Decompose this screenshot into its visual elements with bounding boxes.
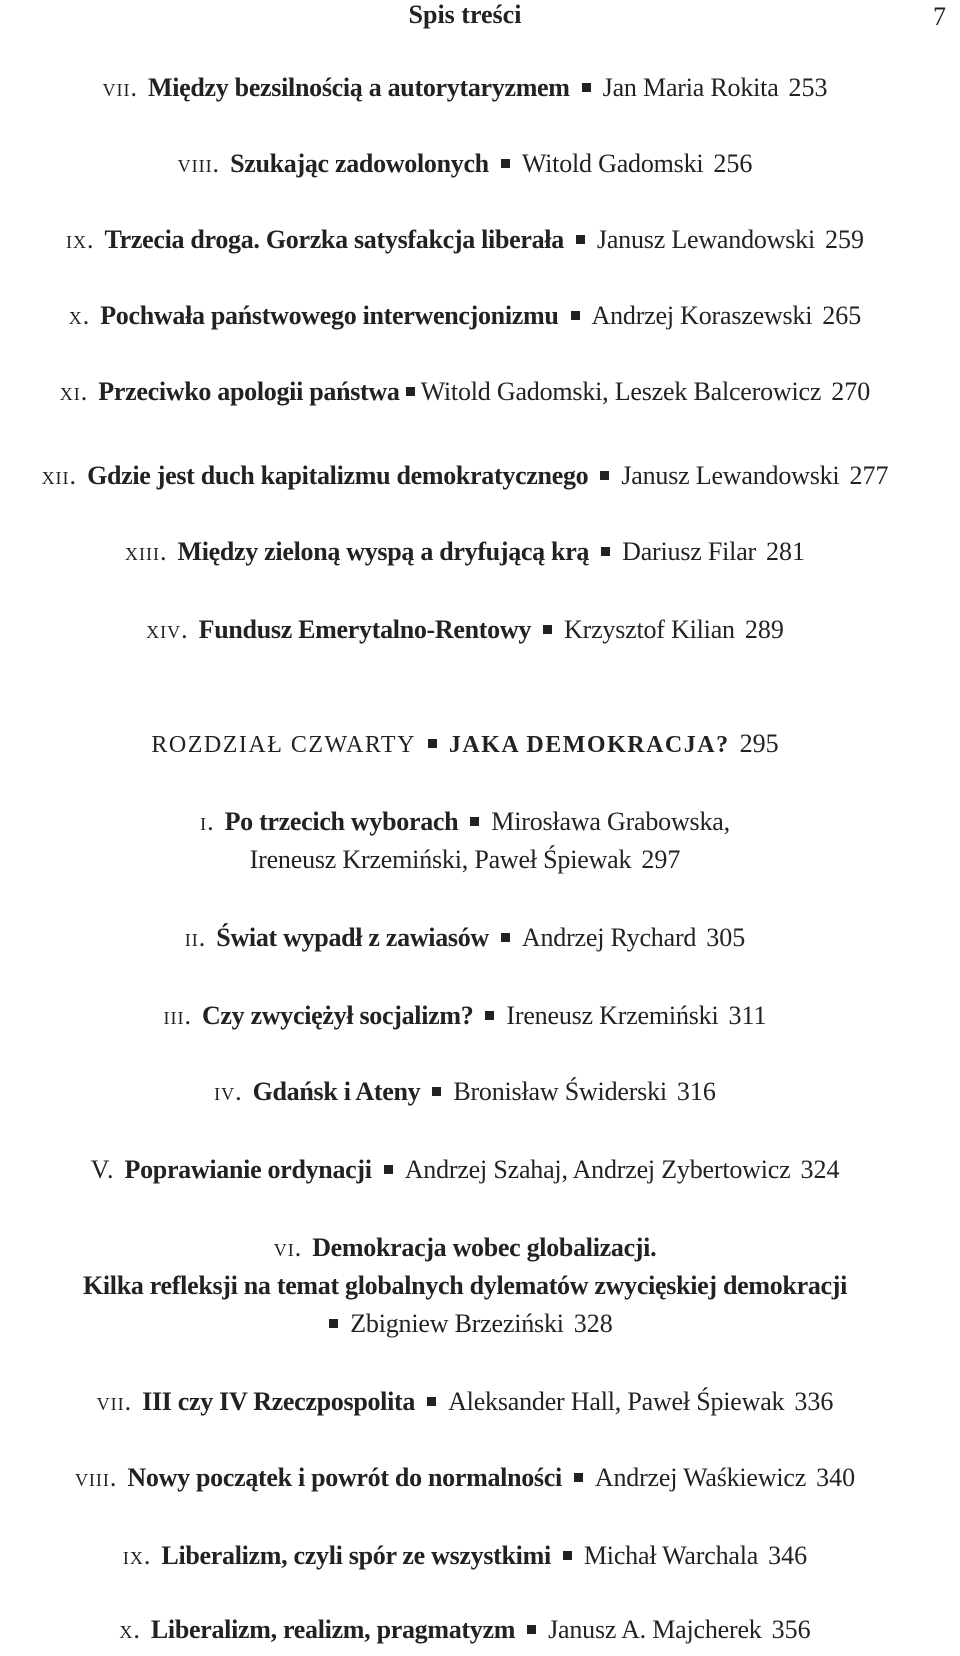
entry-number: iii. (163, 1001, 192, 1030)
bullet-square-icon (571, 311, 580, 320)
entry-number: iv. (214, 1077, 243, 1106)
toc-entry (0, 920, 930, 956)
entry-author: Ireneusz Krzemiński, Paweł Śpiewak (249, 845, 632, 874)
entry-number: x. (68, 301, 91, 330)
entry-page: 277 (849, 461, 889, 490)
toc-entry (0, 1384, 930, 1420)
entry-title: Liberalizm, czyli spór ze wszystkimi (161, 1541, 551, 1570)
bullet-square-icon (470, 817, 479, 826)
entry-page: 297 (641, 845, 681, 874)
bullet-square-icon (582, 83, 591, 92)
toc-entry (0, 1612, 930, 1648)
bullet-square-icon (527, 1625, 536, 1634)
entry-author: Aleksander Hall, Paweł Śpiewak (448, 1387, 785, 1416)
entry-page: 311 (728, 1001, 767, 1030)
entry-page: 346 (768, 1541, 808, 1570)
entry-author: Witold Gadomski (521, 149, 704, 178)
entry-author: Witold Gadomski, Leszek Balcerowicz (420, 377, 822, 406)
toc-entry (0, 534, 930, 570)
entry-author: Andrzej Koraszewski (591, 301, 813, 330)
entry-page: 256 (713, 149, 753, 178)
entry-author: Janusz Lewandowski (596, 225, 815, 254)
entry-page: 324 (800, 1155, 840, 1184)
entry-number: xii. (41, 461, 78, 490)
toc-entry (0, 70, 930, 106)
toc-entry-continuation (0, 842, 930, 878)
entry-page: 289 (744, 615, 784, 644)
entry-number: ix. (122, 1541, 152, 1570)
entry-author: Dariusz Filar (622, 537, 757, 566)
chapter-heading (0, 726, 930, 763)
toc-entry (0, 146, 930, 182)
entry-author: Jan Maria Rokita (602, 73, 779, 102)
page-number: 7 (933, 2, 946, 31)
toc-entry-continuation (0, 1306, 930, 1342)
entry-number: i. (200, 807, 215, 836)
bullet-square-icon (600, 471, 609, 480)
entry-title: Gdańsk i Ateny (252, 1077, 421, 1106)
entry-number: xiii. (124, 537, 168, 566)
page-title: Spis treści (408, 0, 522, 29)
entry-page: 336 (794, 1387, 834, 1416)
entry-author: Andrzej Waśkiewicz (594, 1463, 807, 1492)
bullet-square-icon (576, 235, 585, 244)
entry-page: 316 (676, 1077, 716, 1106)
entry-author: Mirosława Grabowska, (491, 807, 730, 836)
entry-page: 265 (822, 301, 862, 330)
entry-page: 270 (831, 377, 871, 406)
entry-page: 253 (788, 73, 828, 102)
entry-number: vii. (96, 1387, 133, 1416)
toc-entry (0, 298, 930, 334)
entry-title: Nowy początek i powrót do normalności (127, 1463, 562, 1492)
entry-number: vii. (102, 73, 138, 102)
toc-entry (0, 998, 930, 1034)
entry-page: 305 (706, 923, 746, 952)
toc-entry (0, 804, 930, 840)
entry-page: 259 (825, 225, 864, 254)
entry-number: xiv. (146, 615, 189, 644)
entry-number: xi. (59, 377, 89, 406)
entry-author: Zbigniew Brzeziński (350, 1309, 564, 1338)
entry-title: Kilka refleksji na temat globalnych dylematów zwycięskiej demokracji (82, 1271, 848, 1300)
entry-author: Ireneusz Krzemiński (506, 1001, 719, 1030)
entry-author: Andrzej Szahaj, Andrzej Zybertowicz (404, 1155, 791, 1184)
entry-page: 340 (816, 1463, 856, 1492)
entry-title: Trzecia droga. Gorzka satysfakcja liberała (104, 225, 564, 254)
chapter-title: JAKA DEMOKRACJA? (448, 732, 730, 758)
entry-title: Szukając zadowolonych (230, 149, 489, 178)
entry-title: Demokracja wobec globalizacji. (312, 1233, 657, 1262)
bullet-square-icon (543, 625, 552, 634)
entry-number: ii. (184, 923, 207, 952)
entry-title: Poprawianie ordynacji (124, 1155, 372, 1184)
entry-number: V. (90, 1155, 115, 1184)
entry-title: Świat wypadł z zawiasów (216, 923, 489, 952)
entry-number: ix. (66, 225, 95, 254)
bullet-square-icon (329, 1319, 338, 1328)
chapter-label: ROZDZIAŁ CZWARTY (151, 732, 416, 758)
entry-title: Gdzie jest duch kapitalizmu demokratycznego (87, 461, 589, 490)
bullet-square-icon (574, 1473, 583, 1482)
toc-entry (0, 1538, 930, 1574)
entry-title: Między bezsilnością a autorytaryzmem (147, 73, 570, 102)
entry-author: Krzysztof Kilian (564, 615, 735, 644)
bullet-square-icon (601, 547, 610, 556)
toc-entry (0, 612, 930, 648)
entry-author: Bronisław Świderski (453, 1077, 667, 1106)
entry-number: x. (119, 1615, 141, 1644)
entry-page: 356 (771, 1615, 811, 1644)
entry-title: Między zieloną wyspą a dryfującą krą (177, 537, 590, 566)
bullet-square-icon (485, 1011, 494, 1020)
bullet-square-icon (427, 1397, 436, 1406)
entry-title: III czy IV Rzeczpospolita (142, 1387, 416, 1416)
toc-entry (0, 222, 930, 258)
bullet-square-icon (406, 387, 415, 396)
bullet-square-icon (563, 1551, 572, 1560)
bullet-square-icon (501, 933, 510, 942)
toc-entry-continuation (0, 1268, 930, 1304)
chapter-page: 295 (739, 729, 779, 758)
bullet-square-icon (432, 1087, 441, 1096)
toc-entry (0, 458, 930, 494)
bullet-square-icon (501, 159, 510, 168)
toc-entry (0, 1152, 930, 1188)
entry-title: Fundusz Emerytalno-Rentowy (198, 615, 532, 644)
entry-number: viii. (177, 149, 221, 178)
entry-title: Przeciwko apologii państwa (98, 377, 400, 406)
toc-entry (0, 1460, 930, 1496)
toc-entry (0, 1230, 930, 1266)
entry-page: 328 (573, 1309, 613, 1338)
entry-author: Andrzej Rychard (521, 923, 697, 952)
bullet-square-icon (428, 739, 437, 748)
entry-title: Liberalizm, realizm, pragmatyzm (150, 1615, 516, 1644)
toc-entry (0, 1074, 930, 1110)
bullet-square-icon (384, 1165, 393, 1174)
entry-page: 281 (766, 537, 806, 566)
entry-title: Po trzecich wyborach (224, 807, 459, 836)
entry-author: Michał Warchala (583, 1541, 759, 1570)
entry-number: vi. (273, 1233, 303, 1262)
entry-title: Pochwała państwowego interwencjonizmu (100, 301, 559, 330)
entry-author: Janusz A. Majcherek (548, 1615, 762, 1644)
toc-entry (0, 374, 930, 410)
entry-author: Janusz Lewandowski (621, 461, 840, 490)
entry-title: Czy zwyciężył socjalizm? (201, 1001, 474, 1030)
entry-number: viii. (74, 1463, 118, 1492)
